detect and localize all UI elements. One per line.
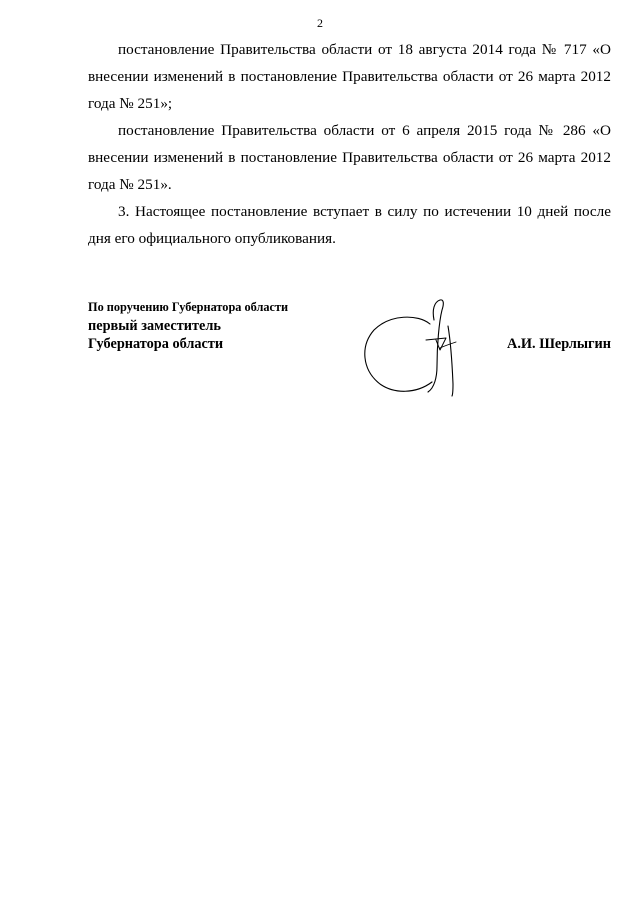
- document-body: [88, 36, 611, 252]
- handwritten-signature-icon: [360, 296, 470, 400]
- signer-name: А.И. Шерлыгин: [507, 336, 611, 352]
- paragraph-decree-717: постановление Правительства области от 18 августа 2014 года № 717 «О внесении изменений в постановление Правительства области от 26 марта 2012 года № 251»;: [88, 41, 611, 112]
- signer-position-line-2: Губернатора области: [88, 336, 224, 352]
- signer-position-line-1: первый заместитель: [88, 318, 221, 334]
- on-behalf-line: По поручению Губернатора области: [88, 300, 289, 314]
- signature-block: [88, 296, 611, 416]
- page-number: 2: [317, 16, 323, 30]
- paragraph-effective-date: 3. Настоящее постановление вступает в силу по истечении 10 дней после дня его официального опубликования.: [88, 203, 611, 247]
- paragraph-decree-286: постановление Правительства области от 6 апреля 2015 года № 286 «О внесении изменений в постановление Правительства области от 26 марта 2012 года № 251».: [88, 122, 611, 193]
